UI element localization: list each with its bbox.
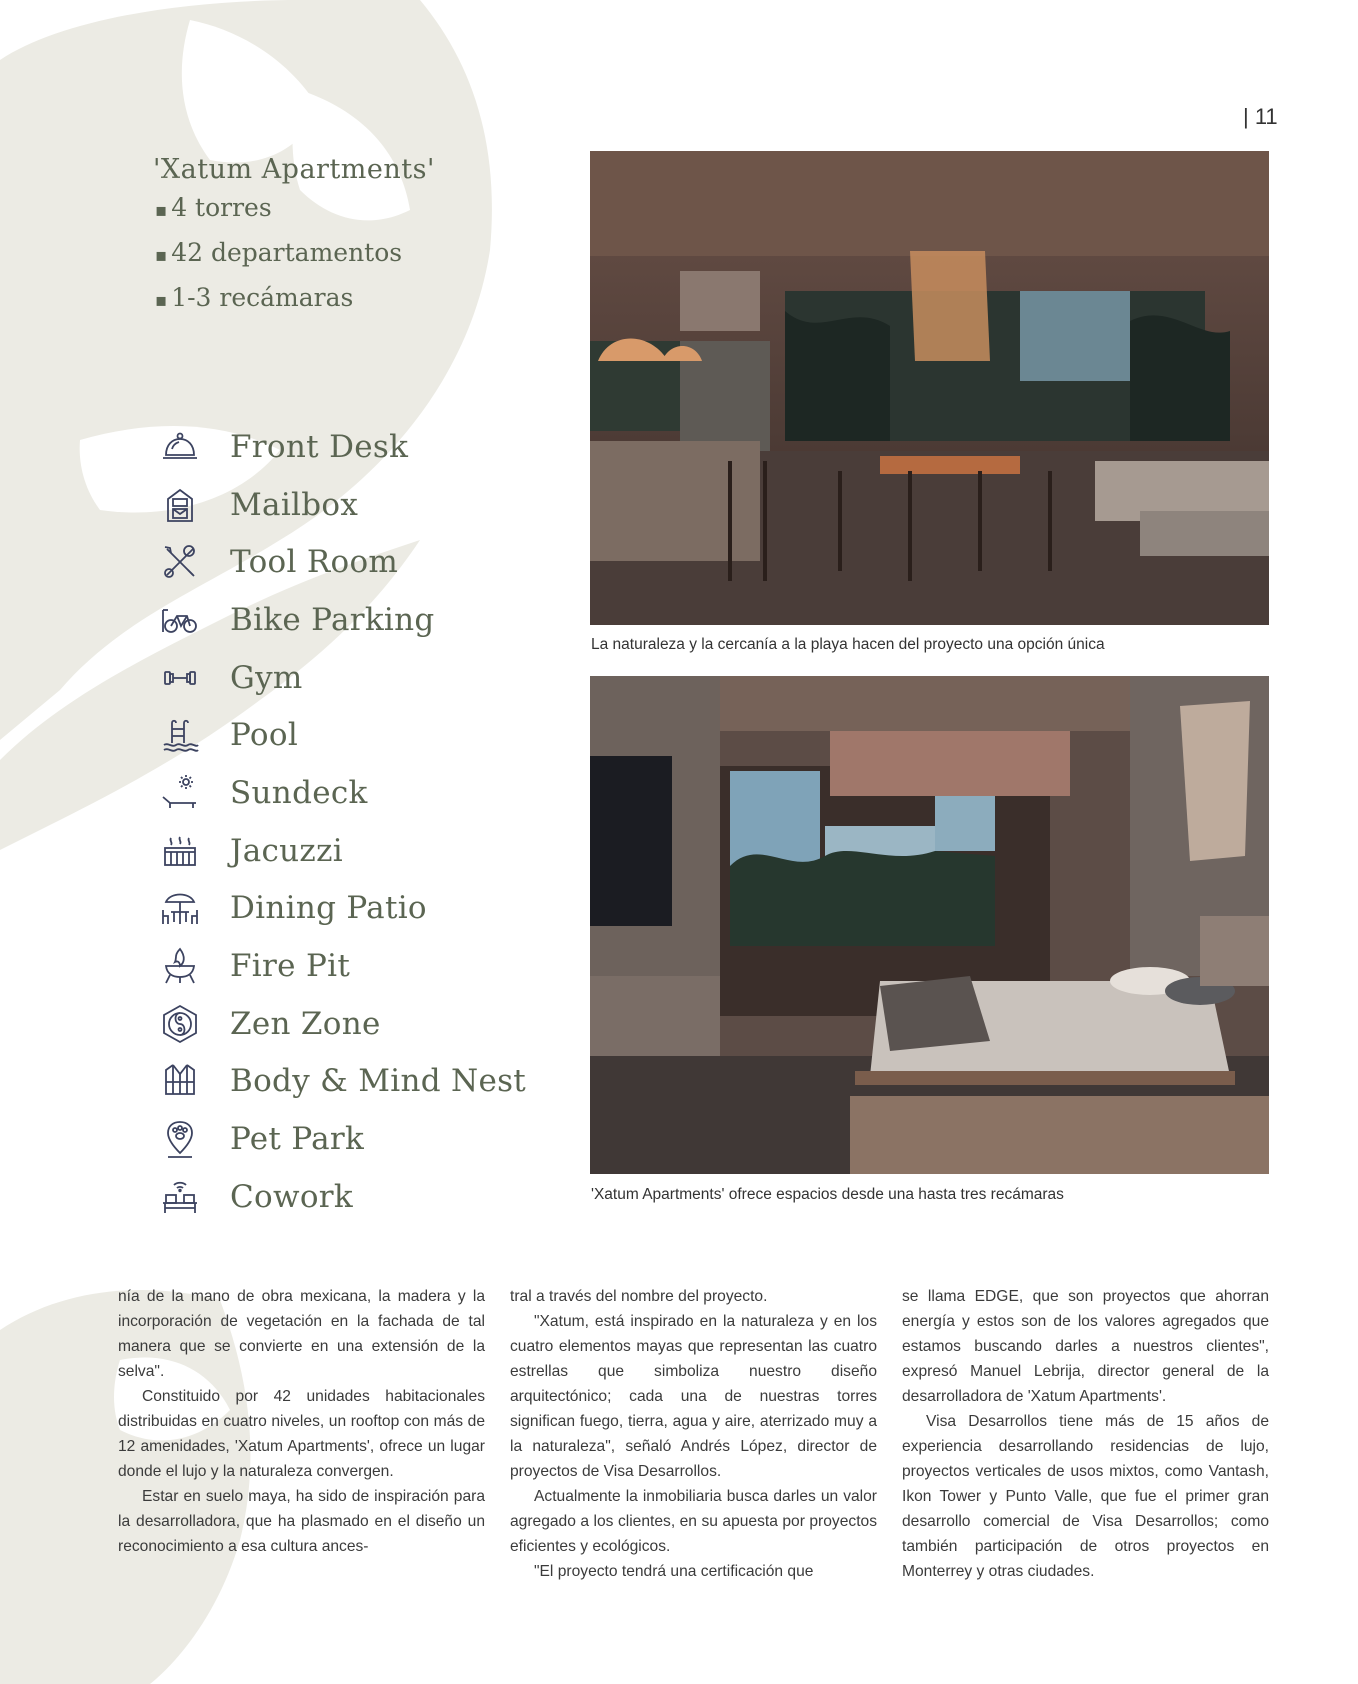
project-title: 'Xatum Apartments' [153,154,435,185]
dumbbell-icon [158,656,202,700]
project-summary [153,153,435,322]
amenity-sundeck [158,764,526,822]
paragraph: "Xatum, está inspirado en la naturaleza y en los cuatro elementos mayas que representan las cuatro estrellas que simboliza nuestro diseño arquitectónico; cada una de nuestras torres significan fuego, tierra, agua y aire, aterrizado muy a la naturaleza", señaló Andrés López, director de proyectos de Visa Desarrollos. [510,1313,877,1480]
amenity-cowork [158,1168,526,1226]
feature-text: 4 torres [171,193,272,222]
amenity-label: Dining Patio [230,890,427,927]
photo-dining-room [590,151,1269,625]
article-column-1 [118,1284,485,1584]
photo-caption: La naturaleza y la cercanía a la playa hacen del proyecto una opción única [591,636,1105,653]
feature-item: ▪ 4 torres [155,193,272,222]
amenity-label: Front Desk [230,428,409,465]
amenity-gym [158,649,526,707]
photo-caption: 'Xatum Apartments' ofrece espacios desde una hasta tres recámaras [591,1186,1064,1203]
paragraph: Visa Desarrollos tiene más de 15 años de experiencia desarrollando residencias de lujo, proyectos verticales de usos mixtos, como Vantash, Ikon Tower y Punto Valle, que fue el primer gran desarrollo comercial de Visa Desarrollos; como también participación de otros proyectos en Monterrey y otras ciudades. [902,1413,1269,1580]
amenity-label: Pet Park [230,1121,365,1158]
feature-text: 1-3 recámaras [171,283,354,312]
mailbox-icon [158,483,202,527]
yin-yang-icon [158,1002,202,1046]
amenity-fire-pit [158,937,526,995]
amenity-label: Zen Zone [230,1005,381,1042]
amenity-front-desk [158,418,526,476]
pool-ladder-icon [158,713,202,757]
umbrella-table-icon [158,886,202,930]
wifi-desk-icon [158,1175,202,1219]
amenity-label: Pool [230,717,299,754]
amenity-bike-parking [158,591,526,649]
feature-item: ▪ 42 departamentos [155,238,403,267]
amenity-body-mind-nest [158,1053,526,1111]
paragraph: tral a través del nombre del proyecto. [510,1288,768,1305]
amenity-pet-park [158,1110,526,1168]
feature-text: 42 departamentos [171,238,403,267]
front-desk-bell-icon [158,425,202,469]
article-column-3 [902,1284,1269,1584]
bike-icon [158,598,202,642]
paragraph: se llama EDGE, que son proyectos que ahorran energía y estos son de los valores agregados que estamos buscando darles a nuestros clientes", expresó Manuel Lebrija, director general de la desarrolladora de 'Xatum Apartments'. [902,1288,1269,1405]
paw-pin-icon [158,1117,202,1161]
article-column-2 [510,1284,877,1584]
page-number: | 11 [1243,104,1278,129]
paragraph: Constituido por 42 unidades habitacionales distribuidas en cuatro niveles, un rooftop con más de 12 amenidades, 'Xatum Apartments', ofrece un lugar donde el lujo y la naturaleza convergen. [118,1388,485,1480]
amenity-tool-room [158,533,526,591]
amenity-zen-zone [158,995,526,1053]
jacuzzi-icon [158,829,202,873]
paragraph: Estar en suelo maya, ha sido de inspiración para la desarrolladora, que ha plasmado en el diseño un reconocimiento a esa cultura ances- [118,1488,485,1555]
amenity-jacuzzi [158,822,526,880]
amenity-label: Mailbox [230,486,359,523]
paragraph: "El proyecto tendrá una certificación que [534,1563,814,1580]
amenity-label: Sundeck [230,774,368,811]
amenity-dining-patio [158,880,526,938]
amenity-pool [158,706,526,764]
sun-lounger-icon [158,771,202,815]
fire-pit-icon [158,944,202,988]
article-body [118,1284,1269,1584]
amenity-label: Cowork [230,1178,353,1215]
amenity-label: Gym [230,659,303,696]
amenity-label: Jacuzzi [230,832,343,869]
amenities-list [158,418,526,1226]
amenity-label: Fire Pit [230,948,351,985]
robe-icon [158,1059,202,1103]
amenity-mailbox [158,476,526,534]
paragraph: Actualmente la inmobiliaria busca darles un valor agregado a los clientes, en su apuesta por proyectos eficientes y ecológicos. [510,1488,877,1555]
amenity-label: Bike Parking [230,601,435,638]
amenity-label: Body & Mind Nest [230,1063,527,1100]
feature-item: ▪ 1-3 recámaras [155,283,354,312]
paragraph: nía de la mano de obra mexicana, la madera y la incorporación de vegetación en la fachada de tal manera que se convierte en una extensión de la selva". [118,1288,485,1380]
photo-bedroom [590,676,1269,1174]
tools-icon [158,540,202,584]
amenity-label: Tool Room [230,544,399,581]
